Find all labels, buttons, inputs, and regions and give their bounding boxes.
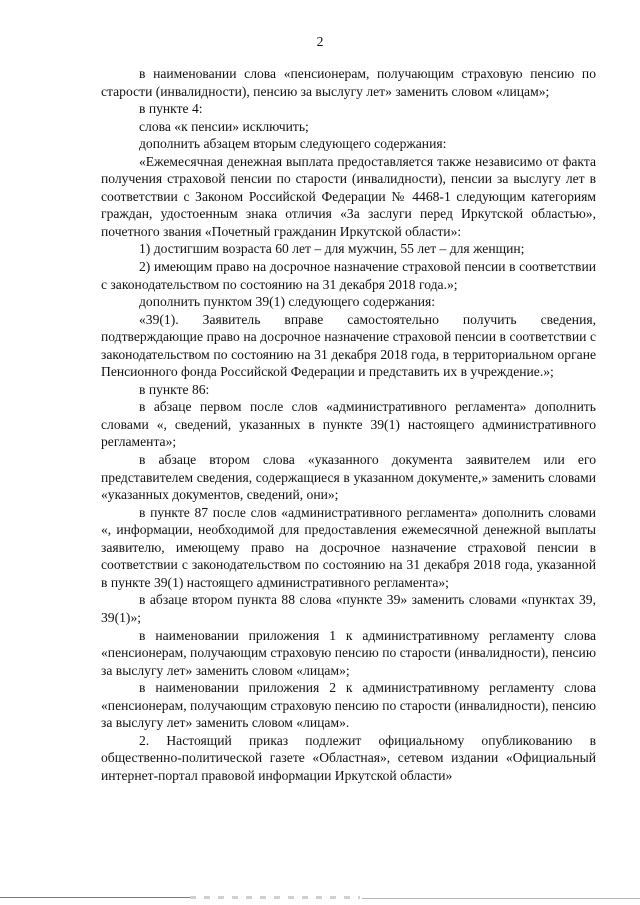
paragraph: в наименовании слова «пенсионерам, получающим страховую пенсию по старости (инвалидности), пенсию за выслугу лет» заменить словом «лицам»; [101, 66, 596, 99]
paragraph: 1) достигшим возраста 60 лет – для мужчин, 55 лет – для женщин; [139, 241, 525, 257]
paragraph: в абзаце втором слова «указанного документа заявителем или его представителем сведения, содержащиеся в указанном документе,» заменить словами «указанных документов, сведений, они»; [101, 452, 596, 503]
paragraph: слова «к пенсии» исключить; [139, 118, 309, 134]
paragraph: в пункте 4: [139, 101, 203, 117]
paragraph: в наименовании приложения 1 к административному регламенту слова «пенсионерам, получающим страховую пенсию по старости (инвалидности), пенсию за выслугу лет» заменить словом «лицам»; [101, 627, 596, 678]
paragraph: 2. Настоящий приказ подлежит официальному опубликованию в общественно-политической газете «Областная», сетевом издании «Официальный интернет-портал правовой информации Иркутской области» [101, 732, 596, 783]
footer-rule-right [362, 898, 640, 899]
paragraph: «Ежемесячная денежная выплата предоставляется также независимо от факта получения страховой пенсии по старости (инвалидности), пенсии за выслугу лет в соответствии с Законом Российской Федерации № 4468-1 следующим категориям граждан, удостоенным знака отличия «За заслуги перед Иркутской областью», почетного звания «Почетный гражданин Иркутской области»: [101, 153, 596, 239]
paragraph: в наименовании приложения 2 к административному регламенту слова «пенсионерам, получающим страховую пенсию по старости (инвалидности), пенсию за выслугу лет» заменить словом «лицам». [101, 680, 596, 731]
page-number: 2 [316, 34, 324, 49]
paragraph: дополнить пунктом 39(1) следующего содержания: [139, 294, 436, 310]
paragraph: в абзаце первом после слов «административного регламента» дополнить словами «, сведений, указанных в пункте 39(1) настоящего административного регламента»; [101, 399, 596, 450]
paragraph: 2) имеющим право на досрочное назначение страховой пенсии в соответствии с законодательством по состоянию на 31 декабря 2018 года.»; [101, 259, 596, 292]
document-body [101, 65, 596, 784]
paragraph: в абзаце втором пункта 88 слова «пункте 39» заменить словами «пунктах 39, 39(1)»; [101, 592, 596, 625]
footer-scan-smudge [190, 896, 360, 899]
paragraph: дополнить абзацем вторым следующего содержания: [139, 136, 447, 152]
paragraph: в пункте 86: [139, 381, 210, 397]
paragraph: в пункте 87 после слов «административного регламента» дополнить словами «, информации, необходимой для предоставления ежемесячной денежной выплаты заявителю, имеющему право на досрочное назначение страховой пенсии в соответствии с законодательством по состоянию на 31 декабря 2018 года, указанной в пункте 39(1) настоящего административного регламента»; [101, 504, 596, 590]
paragraph: «39(1). Заявитель вправе самостоятельно получить сведения, подтверждающие право на досрочное назначение страховой пенсии в соответствии с законодательством по состоянию на 31 декабря 2018 года, в территориальном органе Пенсионного фонда Российской Федерации и представить их в учреждение.»; [101, 311, 596, 380]
footer-scan-line [0, 893, 640, 905]
footer-rule-left [0, 897, 190, 898]
